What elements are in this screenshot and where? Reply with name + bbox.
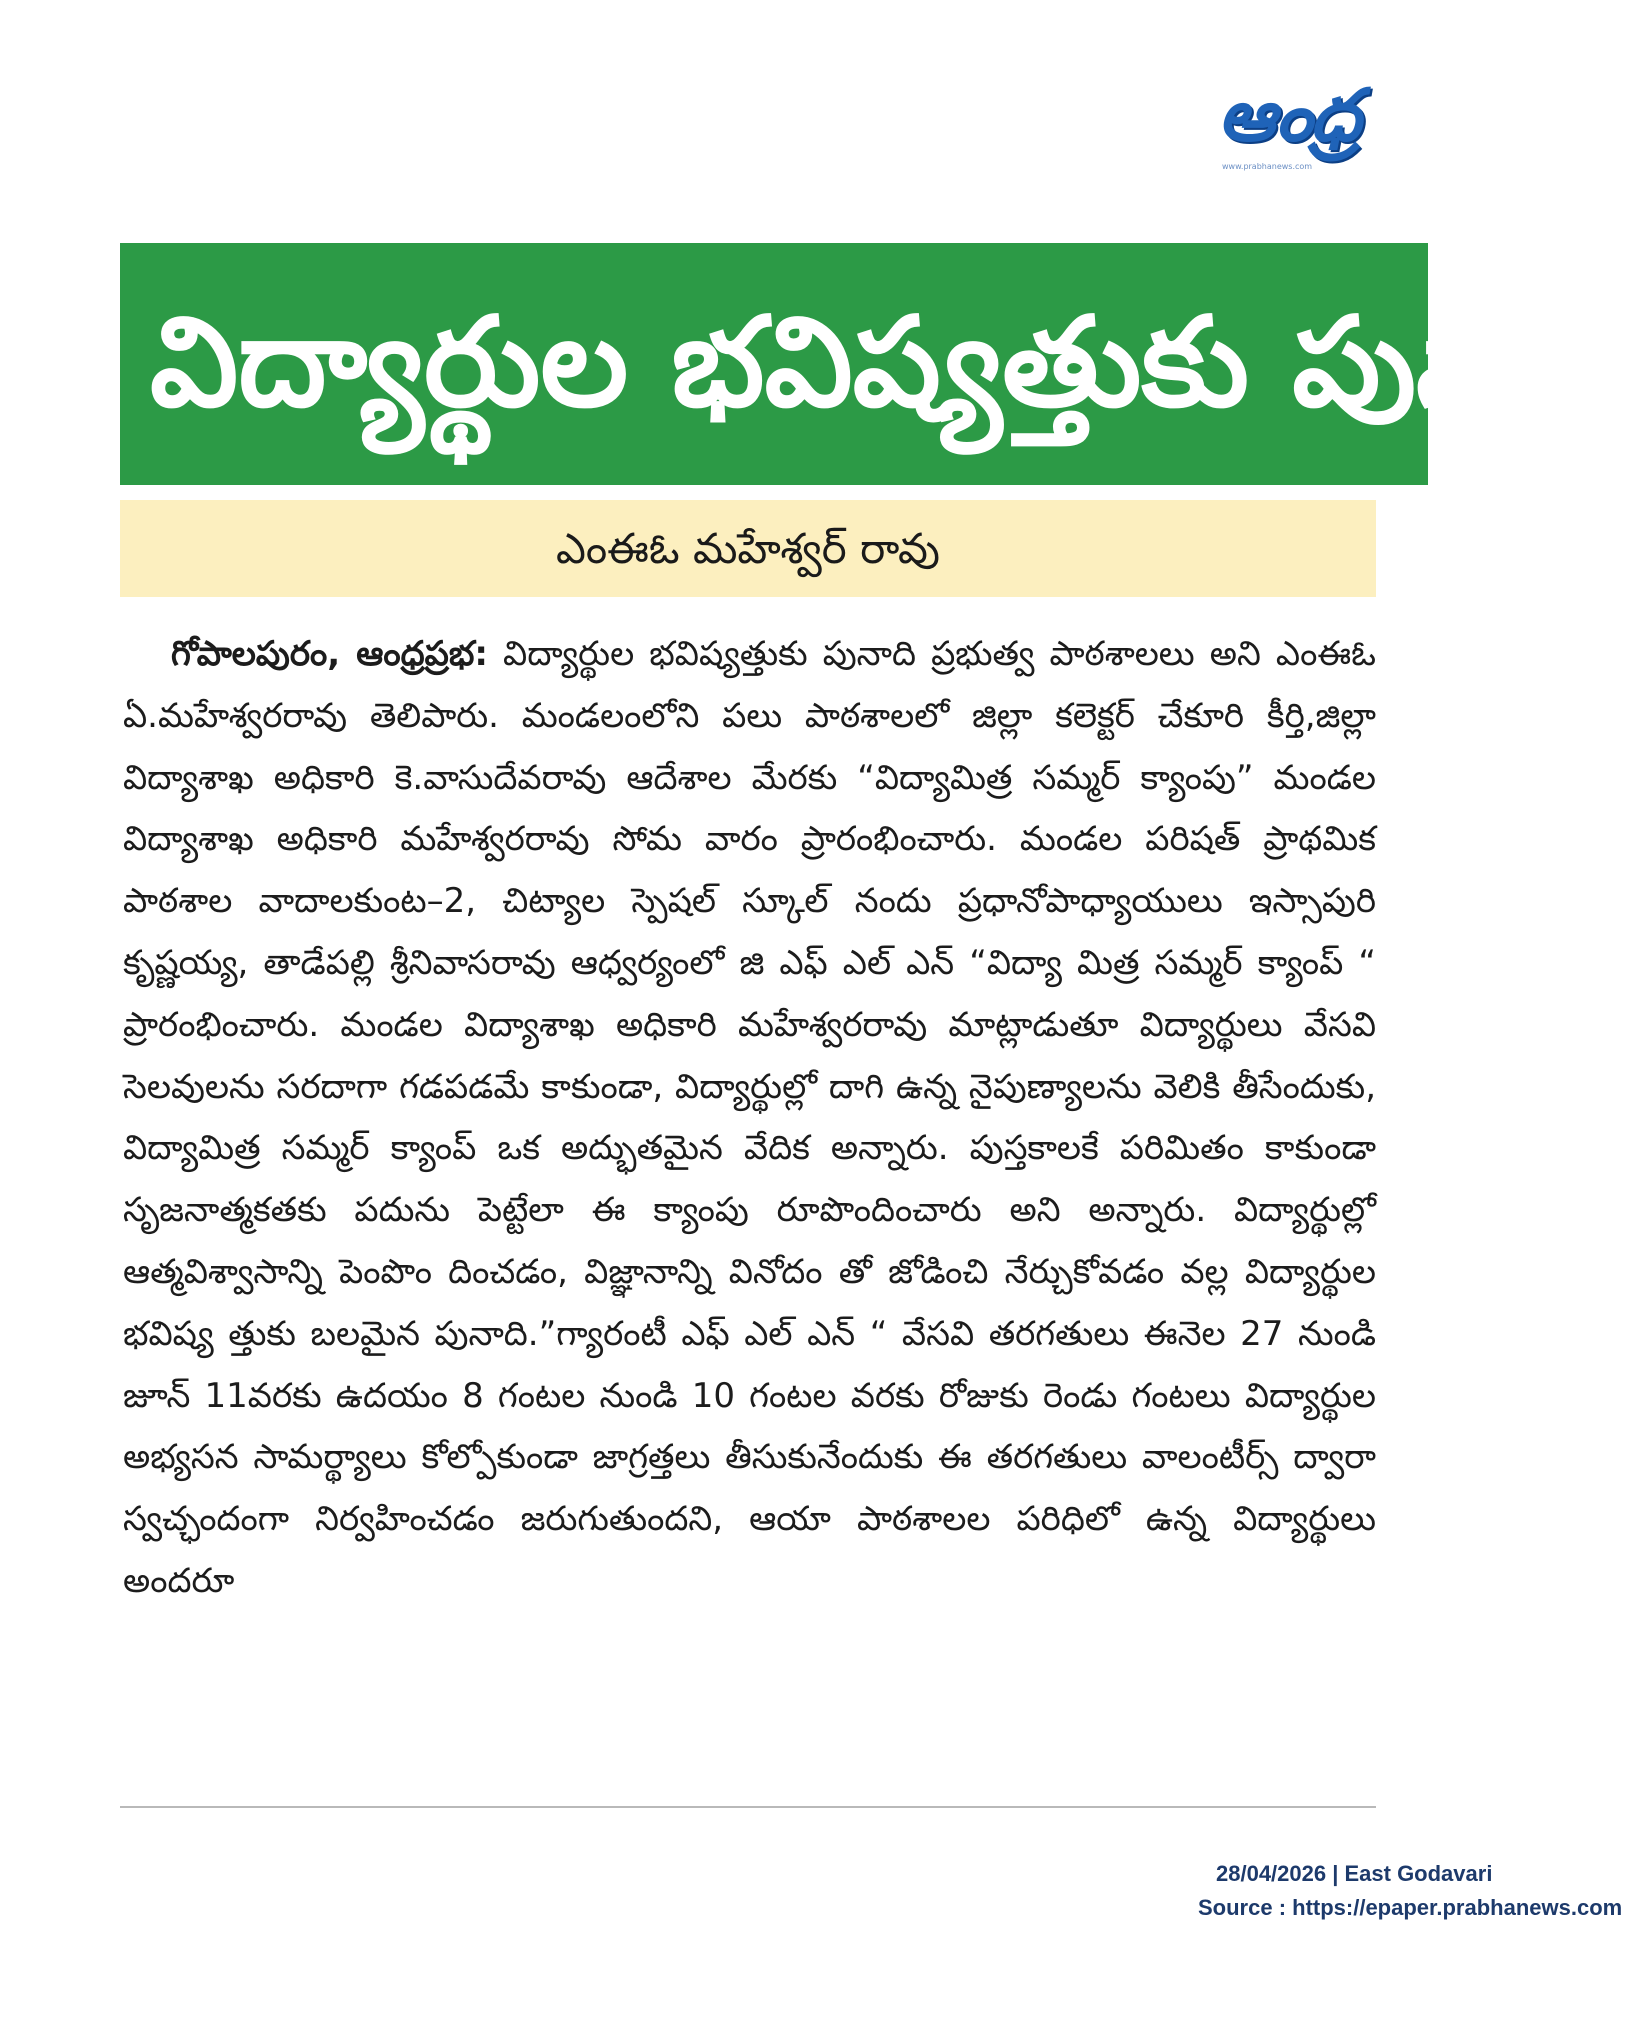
article-headline: విద్యార్థుల భవిష్యత్తుకు పునాది [150,291,1632,435]
article-body [123,624,1376,1784]
footer-source: Source : https://epaper.prabhanews.com [1198,1895,1623,1920]
byline-band [120,500,1376,597]
article-body-text: విద్యార్థుల భవిష్యత్తుకు పునాది ప్రభుత్వ పాఠశాలలు అని ఎంఈఓ ఏ.మహేశ్వరరావు తెలిపారు. మండలంలోని పలు పాఠశాలలో జిల్లా కలెక్టర్ చేకూరి కీర్తి,జిల్లా విద్యాశాఖ అధికారి కె.వాసుదేవరావు ఆదేశాల మేరకు “విద్యామిత్ర సమ్మర్ క్యాంపు” మండల విద్యాశాఖ అధికారి మహేశ్వరరావు సోమ వారం ప్రారంభించారు. మండల పరిషత్ ప్రాథమిక పాఠశాల వాదాలకుంట–2, చిట్యాల స్పెషల్ స్కూల్ నందు ప్రధానోపాధ్యాయులు ఇస్సాపురి కృష్ణయ్య, తాడేపల్లి శ్రీనివాసరావు ఆధ్వర్యంలో జి ఎఫ్ ఎల్ ఎన్ “విద్యా మిత్ర సమ్మర్ క్యాంప్ “ ప్రారంభించారు. మండల విద్యాశాఖ అధికారి మహేశ్వరరావు మాట్లాడుతూ విద్యార్థులు వేసవి సెలవులను సరదాగా గడపడమే కాకుండా, విద్యార్థుల్లో దాగి ఉన్న నైపుణ్యాలను వెలికి తీసేందుకు, విద్యామిత్ర సమ్మర్ క్యాంప్ ఒక అద్భుతమైన వేదిక అన్నారు. పుస్తకాలకే పరిమితం కాకుండా సృజనాత్మకతకు పదును పెట్టేలా ఈ క్యాంపు రూపొందించారు అని అన్నారు. విద్యార్థుల్లో ఆత్మవిశ్వాసాన్ని పెంపొం దించడం, విజ్ఞానాన్ని వినోదం తో జోడించి నేర్చుకోవడం వల్ల విద్యార్థుల భవిష్య త్తుకు బలమైన పునాది.”గ్యారంటీ ఎఫ్ ఎల్ ఎన్ “ వేసవి తరగతులు ఈనెల 27 నుండి జూన్ 11వరకు ఉదయం 8 గంటల నుండి 10 గంటల వరకు రోజుకు రెండు గంటలు విద్యార్థుల అభ్యసన సామర్థ్యాలు కోల్పోకుండా జాగ్రత్తలు తీసుకునేందుకు ఈ తరగతులు వాలంటీర్స్ ద్వారా స్వచ్ఛందంగా నిర్వహించడం జరుగుతుందని, ఆయా పాఠశాలల పరిధిలో ఉన్న విద్యార్థులు అందరూ [123,634,1376,1601]
bottom-divider [120,1806,1376,1808]
clipping-footer [1198,1857,1623,1937]
footer-date-edition: 28/04/2026 | East Godavari [1216,1861,1493,1886]
article-byline: ఎంఈఓ మహేశ్వర్ రావు [556,524,940,573]
newspaper-logo [1212,70,1428,180]
article-dateline: గోపాలపురం, ఆంధ్రప్రభ: [171,634,488,674]
logo-wordmark: ఆంధ్ర [1218,73,1359,157]
headline-band [120,243,1632,485]
logo-url: www.prabhanews.com [1222,162,1313,171]
